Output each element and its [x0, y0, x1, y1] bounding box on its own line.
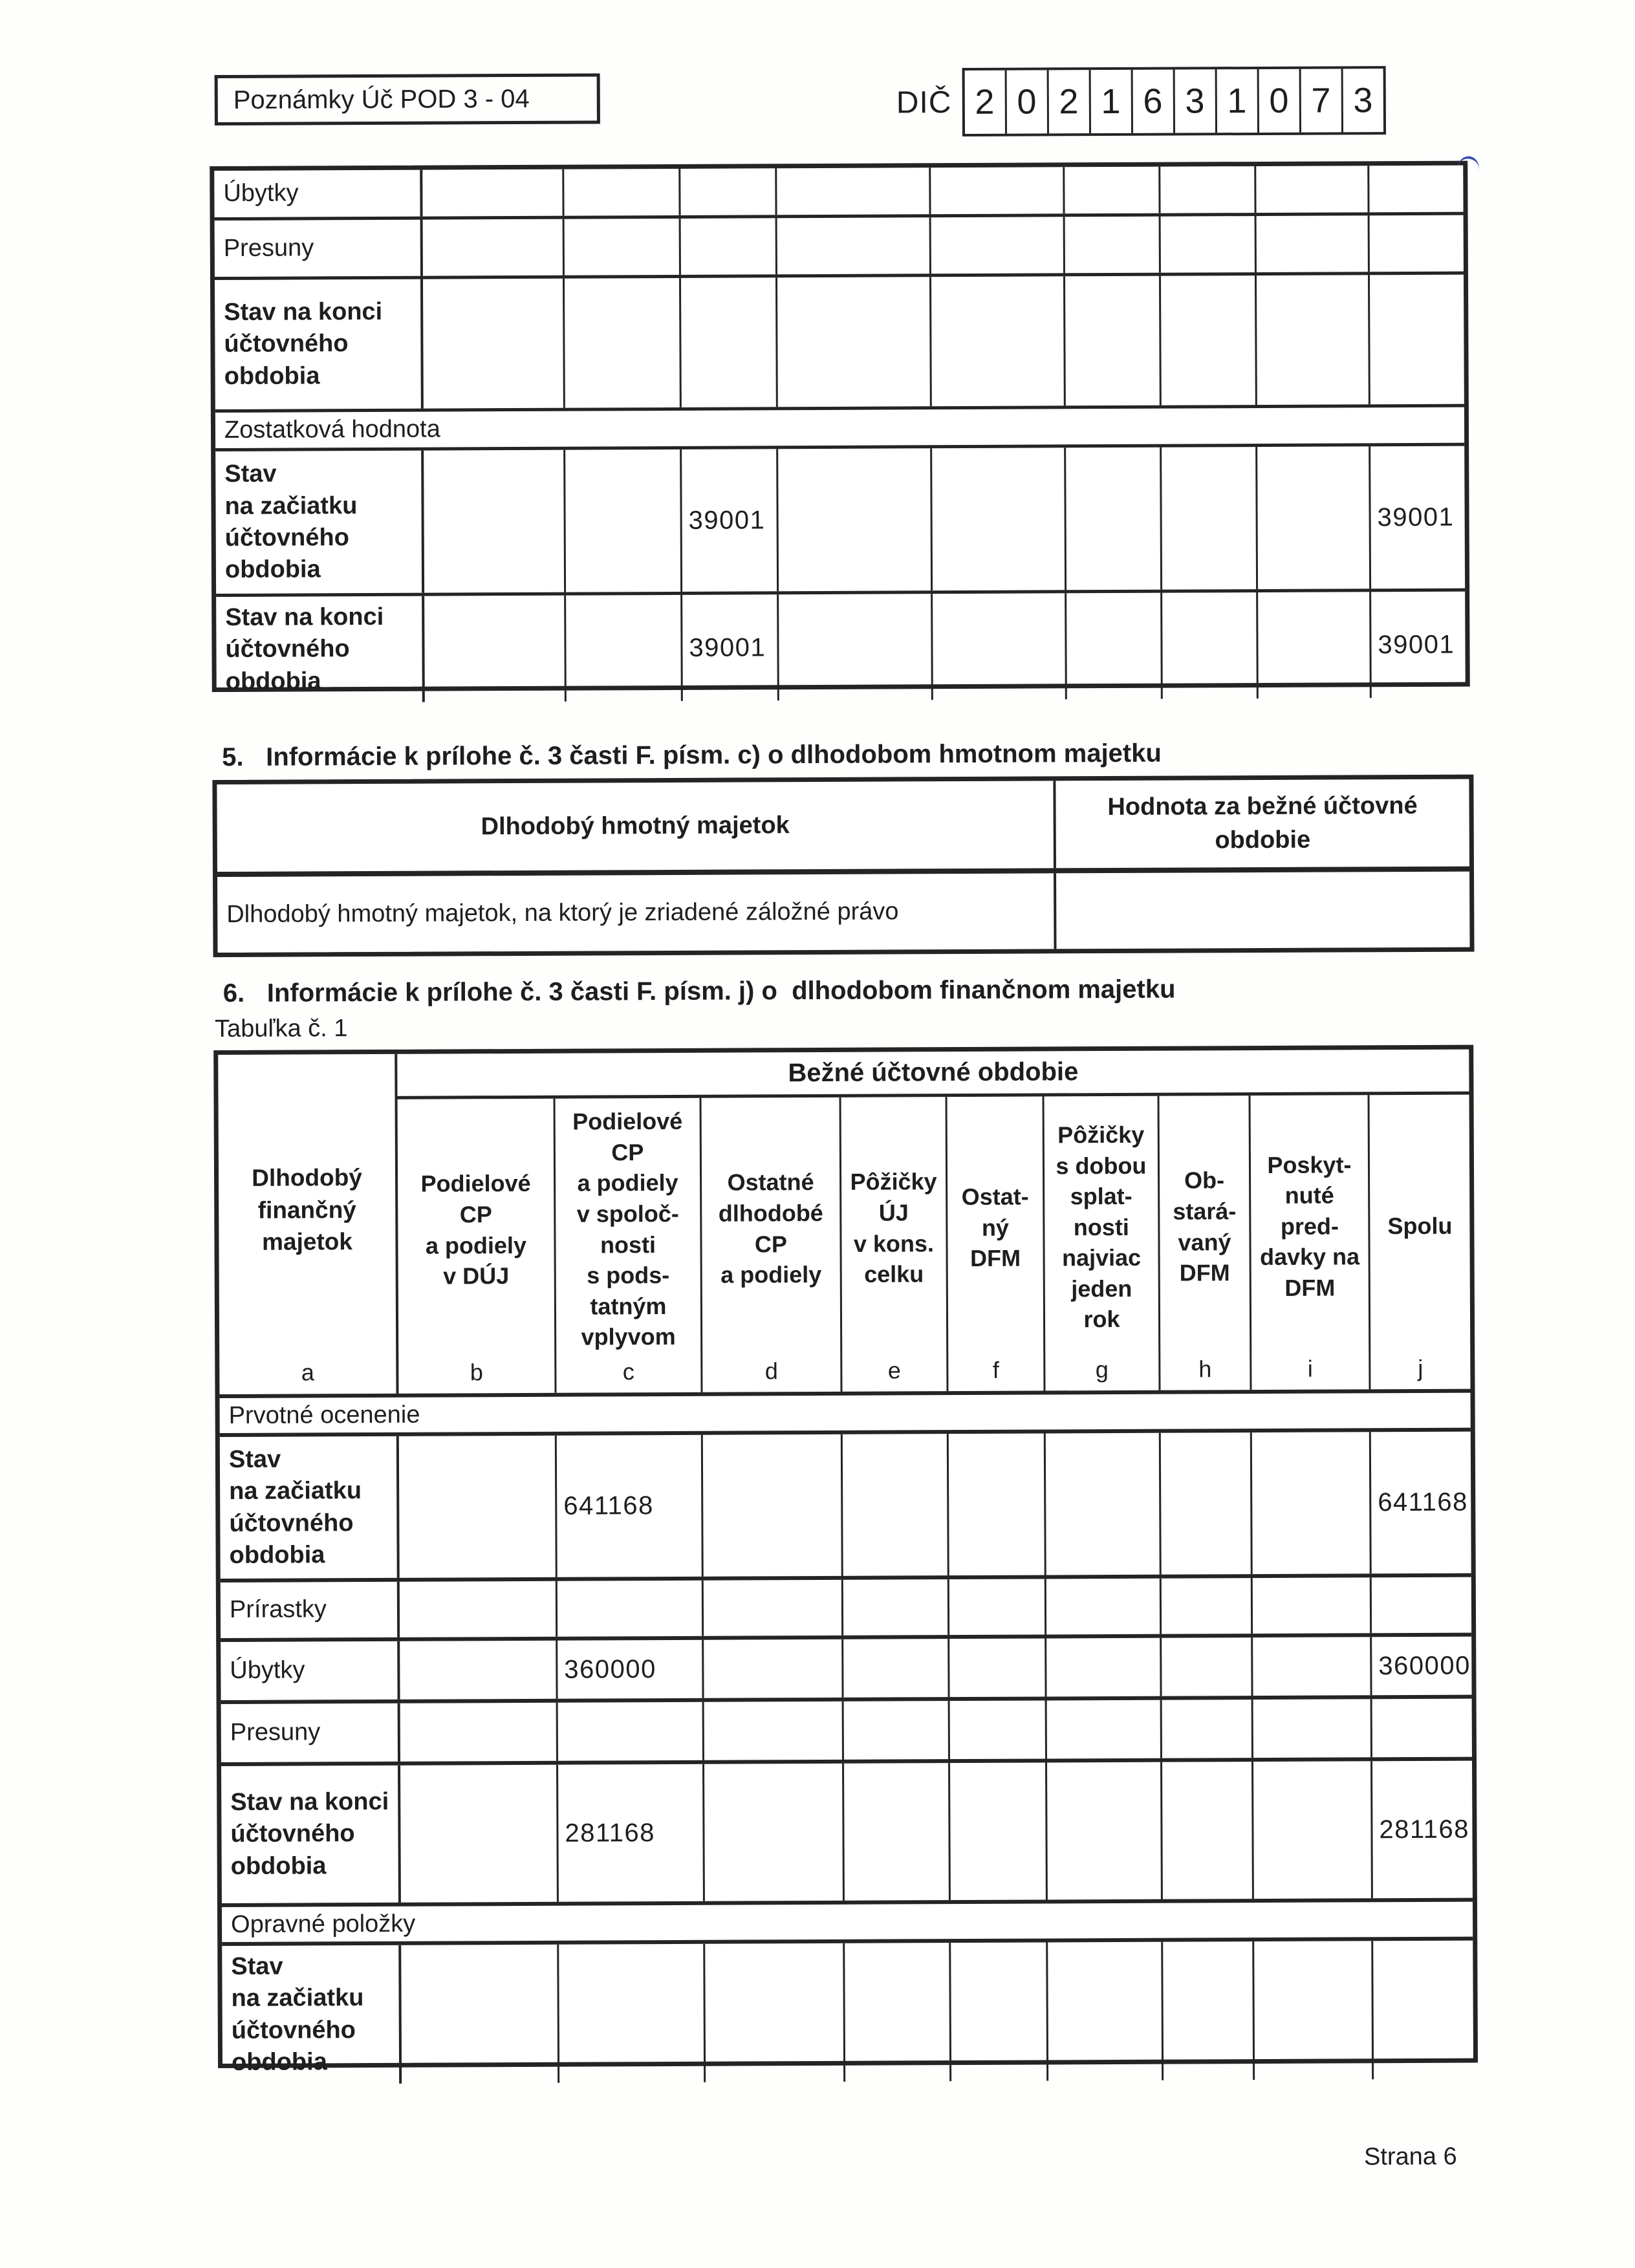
column-header-text: Spolu	[1387, 1212, 1453, 1239]
empty-cell	[1250, 1432, 1370, 1574]
empty-cell	[1063, 217, 1159, 274]
empty-cell	[563, 449, 680, 592]
empty-cell	[1158, 166, 1254, 213]
empty-cell	[1368, 215, 1464, 272]
row-label: Stav na konci účtovného obdobia	[224, 297, 383, 390]
empty-cell	[843, 1943, 949, 2081]
empty-cell	[842, 1701, 948, 1760]
empty-cell	[1256, 592, 1370, 698]
column-header: Hodnota za bežné účtovné obdobie	[1053, 779, 1469, 869]
amount-cell: 39001	[1369, 446, 1465, 589]
empty-cell	[1367, 166, 1463, 213]
empty-cell	[929, 276, 1064, 406]
empty-cell	[775, 167, 929, 215]
amount-cell: 281168	[1370, 1761, 1473, 1899]
table-row	[221, 1573, 1471, 1638]
amount-cell	[1054, 872, 1470, 949]
dic-digit-cell: 3	[1341, 69, 1383, 132]
empty-cell	[841, 1639, 947, 1698]
amount-cell: 39001	[1369, 592, 1466, 698]
table-row	[215, 212, 1464, 277]
empty-cell	[1252, 1941, 1372, 2079]
dic-group	[896, 66, 1386, 136]
amount-cell: 39001	[680, 594, 777, 701]
empty-cell	[563, 278, 680, 408]
empty-cell	[947, 1638, 1045, 1697]
dic-digit-cell: 1	[1215, 69, 1257, 133]
empty-cell	[775, 277, 930, 407]
empty-cell	[948, 1762, 1046, 1900]
empty-cell	[929, 167, 1063, 214]
column-header-text: Poskyt- nuté pred- davky na DFM	[1259, 1151, 1360, 1301]
empty-cell	[1251, 1699, 1370, 1758]
subsection-label: Prvotné ocenenie	[228, 1401, 420, 1429]
empty-cell	[420, 169, 562, 217]
table-header-row	[217, 779, 1469, 872]
empty-cell	[1255, 446, 1369, 589]
empty-cell	[1159, 216, 1255, 273]
amount-cell: 641168	[1369, 1432, 1471, 1574]
empty-cell	[1063, 276, 1160, 406]
empty-cell	[563, 219, 679, 275]
empty-cell	[679, 277, 776, 407]
financial-assets-table	[213, 1045, 1478, 2077]
row-label: Presuny	[230, 1718, 321, 1747]
table-row	[222, 1937, 1473, 2077]
dic-label: DIČ	[896, 85, 952, 120]
column-letter: a	[301, 1359, 314, 1386]
empty-cell	[1160, 447, 1256, 590]
table-row	[221, 1695, 1472, 1762]
empty-cell	[776, 448, 931, 591]
dic-digit-cell: 2	[1046, 70, 1088, 133]
empty-cell	[557, 1944, 704, 2083]
empty-cell	[1045, 1638, 1160, 1697]
form-id-box	[215, 73, 600, 125]
amount-cell: 360000	[556, 1640, 702, 1699]
empty-cell	[1065, 593, 1161, 700]
section-number: 6.	[222, 978, 245, 1008]
page-number: Strana 6	[1363, 2143, 1457, 2171]
column-letter: h	[1198, 1355, 1212, 1383]
column-letter: e	[887, 1357, 901, 1385]
row-label: Dlhodobý hmotný majetok, na ktorý je zriadené záložné právo	[226, 898, 899, 928]
amount-cell: 641168	[555, 1435, 702, 1577]
column-header-text: Dlhodobý finančný majetok	[252, 1163, 362, 1256]
column-letter: g	[1095, 1356, 1109, 1383]
empty-cell	[777, 594, 931, 700]
empty-cell	[1044, 1433, 1160, 1575]
empty-cell	[841, 1579, 947, 1636]
empty-cell	[1045, 1579, 1160, 1635]
empty-cell	[947, 1433, 1045, 1575]
row-label: Stav na začiatku účtovného obdobia	[224, 460, 358, 584]
dic-digit-cell: 0	[1004, 70, 1046, 133]
row-label: Stav na začiatku účtovného obdobia	[228, 1445, 362, 1569]
amount-cell: 39001	[680, 449, 777, 592]
empty-cell	[1159, 275, 1255, 405]
dic-digit-cell: 3	[1173, 69, 1215, 133]
empty-cell	[702, 1764, 843, 1901]
column-header: Dlhodobý hmotný majetok	[481, 812, 790, 841]
empty-cell	[1255, 275, 1369, 405]
column-header-j	[1368, 1095, 1471, 1390]
column-header-text: Podielové CP a podiely v spoloč- nosti s pods- tatným vplyvom	[572, 1108, 683, 1350]
column-letter: i	[1307, 1355, 1313, 1383]
period-header: Bežné účtovné obdobie	[395, 1050, 1469, 1099]
column-header-text: Ostat- ný DFM	[961, 1183, 1029, 1272]
empty-cell	[1045, 1762, 1161, 1900]
empty-cell	[947, 1579, 1045, 1635]
column-header-c	[554, 1098, 701, 1393]
column-header-b	[395, 1099, 555, 1394]
subsection-label: Opravné položky	[230, 1910, 416, 1938]
empty-cell	[420, 279, 563, 409]
empty-cell	[564, 595, 681, 702]
table-row	[214, 166, 1463, 217]
subsection-row	[220, 1389, 1471, 1433]
empty-cell	[1254, 166, 1367, 213]
empty-cell	[775, 217, 929, 274]
column-letter: c	[622, 1358, 634, 1385]
row-label: Stav na konci účtovného obdobia	[225, 603, 384, 695]
empty-cell	[1159, 1432, 1251, 1575]
empty-cell	[702, 1580, 841, 1636]
table-row	[221, 1633, 1471, 1700]
empty-cell	[1160, 1637, 1251, 1696]
empty-cell	[1370, 1699, 1472, 1758]
empty-cell	[556, 1581, 702, 1637]
empty-cell	[1046, 1942, 1162, 2080]
dic-digit-cell: 6	[1131, 70, 1173, 133]
row-label: Presuny	[223, 234, 314, 262]
empty-cell	[1160, 1762, 1252, 1899]
column-header-text: Pôžičky ÚJ v kons. celku	[850, 1168, 937, 1288]
column-header-text: Podielové CP a podiely v DÚJ	[420, 1170, 531, 1290]
empty-cell	[1160, 592, 1257, 699]
empty-cell	[420, 219, 563, 276]
carryover-asset-table	[210, 161, 1470, 695]
row-label: Stav na začiatku účtovného obdobia	[231, 1952, 364, 2077]
table-row	[215, 443, 1465, 594]
amount-cell: 281168	[556, 1764, 703, 1902]
column-header-e	[839, 1097, 947, 1392]
section-number: 5.	[222, 742, 244, 772]
empty-cell	[702, 1639, 841, 1698]
dic-digit-boxes	[962, 66, 1385, 136]
row-label: Úbytky	[230, 1656, 305, 1685]
empty-cell	[930, 448, 1065, 590]
column-header-a	[218, 1054, 396, 1394]
subsection-row	[222, 1898, 1473, 1942]
empty-cell	[1063, 167, 1158, 214]
table-caption: Tabuľka č. 1	[214, 1015, 348, 1043]
empty-cell	[929, 217, 1063, 274]
dic-digit-cell: 0	[1257, 69, 1299, 133]
column-header-f	[946, 1096, 1044, 1391]
empty-cell	[422, 596, 565, 702]
column-header-h	[1158, 1096, 1250, 1390]
table-row	[215, 272, 1464, 409]
empty-cell	[703, 1943, 843, 2082]
empty-cell	[562, 169, 678, 216]
column-header-i	[1249, 1095, 1369, 1390]
amount-cell: 360000	[1370, 1637, 1471, 1696]
section-title-text: Informácie k prílohe č. 3 časti F. písm. j) o dlhodobom finančnom majetku	[266, 975, 1176, 1008]
dic-digit-cell: 1	[1088, 70, 1131, 133]
empty-cell	[1161, 1941, 1253, 2080]
empty-cell	[1160, 1578, 1251, 1634]
table-header	[218, 1050, 1470, 1394]
empty-cell	[1251, 1637, 1370, 1696]
empty-cell	[1064, 448, 1160, 590]
empty-cell	[948, 1700, 1045, 1759]
empty-cell	[931, 593, 1065, 700]
empty-cell	[678, 168, 775, 215]
column-letter: f	[992, 1357, 999, 1384]
tangible-assets-pledge-table	[212, 775, 1474, 958]
column-header-d	[700, 1097, 841, 1392]
empty-cell	[556, 1702, 702, 1761]
empty-cell	[398, 1945, 558, 2084]
empty-cell	[842, 1763, 949, 1901]
dic-digit-cell: 7	[1299, 69, 1341, 132]
column-letter: b	[470, 1359, 483, 1386]
form-id-label: Poznámky Úč POD 3 - 04	[233, 84, 530, 114]
empty-cell	[1045, 1700, 1160, 1759]
empty-cell	[841, 1434, 947, 1576]
empty-cell	[421, 450, 564, 593]
column-header-text: Pôžičky s dobou splat- nosti najviac jeden rok	[1056, 1121, 1147, 1333]
section6-title	[223, 975, 1176, 1008]
empty-cell	[701, 1434, 841, 1577]
empty-cell	[679, 218, 775, 275]
subsection-row	[215, 404, 1464, 448]
empty-cell	[1255, 215, 1368, 272]
empty-cell	[397, 1581, 556, 1637]
table-row	[221, 1757, 1473, 1903]
empty-cell	[1370, 1577, 1471, 1634]
empty-cell	[949, 1942, 1046, 2080]
column-header-text: Ostatné dlhodobé CP a podiely	[718, 1169, 823, 1288]
section5-title	[222, 739, 1162, 772]
column-header-g	[1043, 1096, 1159, 1391]
row-label: Prírastky	[229, 1595, 327, 1624]
empty-cell	[1160, 1700, 1251, 1758]
column-header-text: Ob- stará- vaný DFM	[1173, 1167, 1237, 1286]
empty-cell	[398, 1703, 556, 1762]
dic-digit-cell: 2	[975, 82, 995, 122]
row-label: Úbytky	[223, 179, 299, 208]
empty-cell	[702, 1701, 842, 1760]
table-row	[217, 867, 1470, 953]
empty-cell	[1251, 1761, 1371, 1899]
table-row	[220, 1428, 1471, 1579]
empty-cell	[396, 1436, 556, 1578]
empty-cell	[1371, 1941, 1473, 2079]
empty-cell	[397, 1641, 556, 1700]
column-letter: d	[764, 1357, 778, 1385]
table-row	[216, 589, 1466, 695]
empty-cell	[1368, 275, 1464, 405]
row-label: Stav na konci účtovného obdobia	[230, 1787, 389, 1880]
column-letter: j	[1418, 1355, 1424, 1382]
empty-cell	[398, 1765, 557, 1903]
empty-cell	[1251, 1577, 1370, 1634]
subsection-label: Zostatková hodnota	[224, 415, 440, 444]
section-title-text: Informácie k prílohe č. 3 časti F. písm. c) o dlhodobom hmotnom majetku	[266, 739, 1162, 772]
